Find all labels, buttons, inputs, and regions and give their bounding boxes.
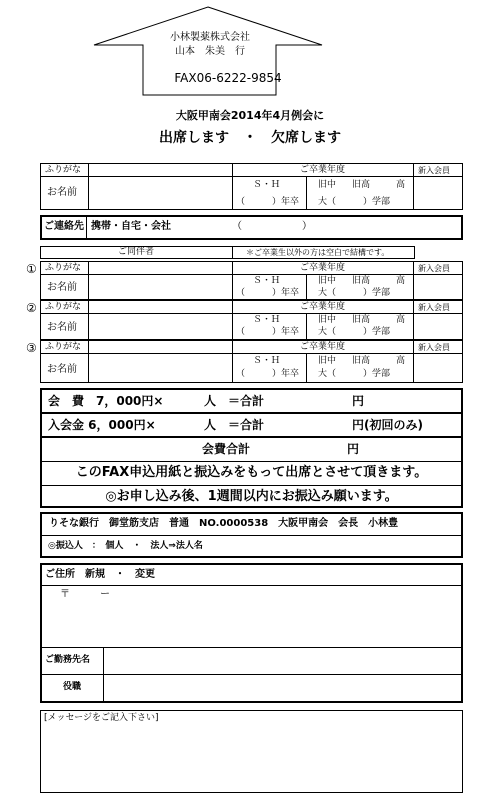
attendance-choice: 出席します ・ 欠席します [159, 130, 341, 146]
companion-3-kyuko: 旧高 [352, 356, 371, 366]
member-furigana-label: ふりがな [45, 165, 82, 175]
member-nensotsu: （ ）年卒 [236, 197, 300, 207]
companion-1-grad-year: ご卒業年度 [299, 263, 345, 273]
bank-payer: ◎振込人 ： 個人 ・ 法人⇒法人名 [48, 541, 203, 551]
companion-3-sh: Ｓ・Ｈ [253, 356, 281, 366]
companion-2-new-member: 新入会員 [418, 303, 450, 312]
companion-note: ＊ご卒業生以外の方は空白で結構です。 [246, 248, 390, 257]
contact-options: 携帯・自宅・会社 [91, 221, 171, 232]
position-label: 役職 [63, 682, 82, 692]
companion-label: ご同伴者 [117, 247, 154, 257]
fee-line-1-right: 円 [352, 394, 365, 408]
companion-2-sh: Ｓ・Ｈ [253, 315, 281, 325]
companion-1-new-member: 新入会員 [418, 264, 450, 273]
fee-line-2-left: 入会金 6，000円× [48, 418, 156, 432]
companion-2-kyuko: 旧高 [352, 315, 371, 325]
recipient-company: 小林製薬株式会社 [170, 32, 250, 43]
member-dai: 大（ ）学部 [318, 197, 391, 207]
fee-line-1-mid: 人 ＝合計 [204, 394, 265, 408]
companion-1-name: お名前 [47, 282, 77, 293]
member-ko: 高 [396, 180, 406, 190]
bank-account: りそな銀行 御堂筋支店 普通 NO.0000538 大阪甲南会 会長 小林豊 [49, 518, 399, 529]
address-label: ご住所 新規 ・ 変更 [45, 569, 155, 580]
companion-1-sh: Ｓ・Ｈ [253, 276, 281, 286]
companion-2-name: お名前 [47, 322, 77, 333]
recipient-fax: FAX06-6222-9854 [174, 71, 282, 85]
companion-2-nensotsu: （ ）年卒 [236, 327, 300, 337]
companion-1-nensotsu: （ ）年卒 [236, 288, 300, 298]
recipient-person: 山本 朱美 行 [175, 46, 245, 57]
member-kyuchu: 旧中 [318, 180, 337, 190]
companion-3-dai: 大（ ）学部 [318, 369, 391, 379]
companion-3-ko: 高 [396, 356, 406, 366]
companion-2-grad-year: ご卒業年度 [299, 302, 345, 312]
companion-2-dai: 大（ ）学部 [318, 327, 391, 337]
fees-notice-1: このFAX申込用紙と振込みをもって出席とさせて頂きます。 [75, 465, 428, 480]
companion-3-grad-year: ご卒業年度 [299, 342, 345, 352]
workplace-label: ご勤務先名 [45, 655, 91, 665]
member-kyuko: 旧高 [352, 180, 371, 190]
message-label: [メッセージをご記入下さい] [44, 713, 159, 723]
companion-2-kyuchu: 旧中 [318, 315, 337, 325]
event-title: 大阪甲南会2014年4月例会に [175, 109, 325, 122]
fee-total-unit: 円 [347, 442, 360, 456]
contact-label: ご連絡先 [44, 221, 84, 232]
companion-1-kyuchu: 旧中 [318, 276, 337, 286]
companion-2-furigana: ふりがな [45, 302, 82, 312]
member-grad-year-label: ご卒業年度 [299, 165, 345, 175]
companion-3-name: お名前 [47, 364, 77, 375]
companion-3-nensotsu: （ ）年卒 [236, 369, 300, 379]
address-postal: 〒 ー [60, 589, 110, 600]
member-sh: Ｓ・Ｈ [253, 180, 281, 190]
companion-1-furigana: ふりがな [45, 263, 82, 273]
companion-2-ko: 高 [396, 315, 406, 325]
companion-1-dai: 大（ ）学部 [318, 288, 391, 298]
fee-line-2-mid: 人 ＝合計 [204, 418, 265, 432]
member-name-label: お名前 [47, 187, 77, 198]
companion-1-ko: 高 [396, 276, 406, 286]
companion-1-kyuko: 旧高 [352, 276, 371, 286]
member-new-member-label: 新入会員 [418, 166, 450, 175]
companion-number-3: ③ [26, 341, 37, 355]
contact-paren: （ ） [232, 221, 312, 232]
companion-3-new-member: 新入会員 [418, 343, 450, 352]
companion-3-furigana: ふりがな [45, 342, 82, 352]
fee-total-label: 会費合計 [202, 442, 251, 456]
fees-notice-2: ◎お申し込み後、1週間以内にお振込み願います。 [105, 489, 398, 504]
companion-number-2: ② [26, 301, 37, 315]
fee-line-1-left: 会 費 7，000円× [48, 394, 164, 408]
companion-3-kyuchu: 旧中 [318, 356, 337, 366]
companion-number-1: ① [26, 262, 37, 276]
fee-line-2-right: 円(初回のみ) [352, 418, 423, 432]
